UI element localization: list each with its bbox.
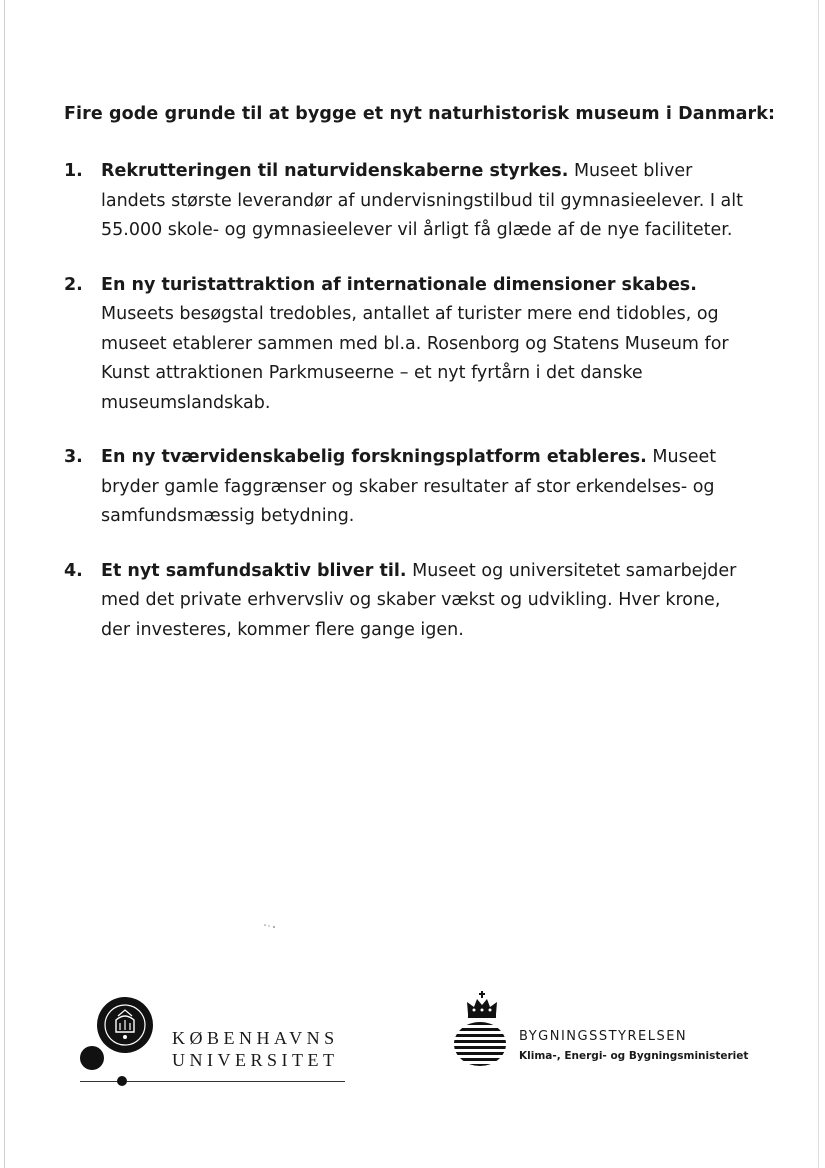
reason-text: Museets besøgstal tredobles, antallet af turister mere end tidobles, og museet etablerer sammen med bl.a. Rosenborg og Statens Museum for Kunst attraktionen Parkmuseerne – et nyt fyrtårn i det danske museumslandskab. bbox=[101, 304, 729, 413]
reason-body bbox=[101, 443, 754, 532]
globe-icon bbox=[452, 1020, 508, 1068]
university-name bbox=[172, 1027, 339, 1071]
agency-ministry: Klima-, Energi- og Bygningsministeriet bbox=[519, 1050, 749, 1062]
logo-dot bbox=[80, 1046, 104, 1070]
page-title: Fire gode grunde til at bygge et nyt naturhistorisk museum i Danmark: bbox=[64, 104, 776, 124]
reason-item bbox=[64, 443, 754, 532]
reason-text: Museet og universitetet samarbejder med det private erhvervsliv og skaber vækst og udvikling. Hver krone, der investeres, kommer flere gange igen. bbox=[101, 560, 737, 640]
page-edge-left bbox=[4, 0, 5, 1168]
reason-text: Museet bryder gamle faggrænser og skaber resultater af stor erkendelses- og samfundsmæssig betydning. bbox=[101, 447, 717, 526]
university-seal-icon bbox=[96, 996, 154, 1054]
reason-number: 3. bbox=[64, 447, 83, 467]
agency-name: BYGNINGSSTYRELSEN bbox=[519, 1029, 688, 1044]
university-name-line1: KØBENHAVNS bbox=[172, 1028, 339, 1048]
crown-icon bbox=[464, 990, 500, 1020]
reason-number: 1. bbox=[64, 161, 83, 181]
page-edge-right bbox=[818, 0, 819, 1168]
reason-body bbox=[101, 157, 754, 246]
reason-item bbox=[64, 557, 754, 646]
reason-number: 4. bbox=[64, 560, 83, 581]
scan-speck bbox=[262, 922, 280, 930]
reason-body bbox=[101, 271, 754, 419]
logo-rule-dot bbox=[117, 1076, 127, 1086]
reason-text: Museet bliver landets største leverandør af undervisningstilbud til gymnasieelever. I alt 55.000 skole- og gymnasieelever vil årligt få glæde af de nye faciliteter. bbox=[101, 161, 744, 240]
reason-item bbox=[64, 271, 754, 419]
reason-item bbox=[64, 157, 754, 246]
reason-body bbox=[101, 557, 754, 646]
reason-lead: Rekrutteringen til naturvidenskaberne styrkes. bbox=[101, 161, 569, 181]
reason-number: 2. bbox=[64, 274, 83, 295]
university-logo bbox=[80, 996, 350, 1091]
agency-logo bbox=[452, 990, 752, 1080]
university-name-line2: UNIVERSITET bbox=[172, 1050, 339, 1070]
reason-lead: En ny turistattraktion af internationale dimensioner skabes. bbox=[101, 274, 697, 295]
reason-lead: Et nyt samfundsaktiv bliver til. bbox=[101, 560, 407, 581]
reason-lead: En ny tværvidenskabelig forskningsplatform etableres. bbox=[101, 447, 647, 467]
reasons-list bbox=[64, 157, 754, 670]
